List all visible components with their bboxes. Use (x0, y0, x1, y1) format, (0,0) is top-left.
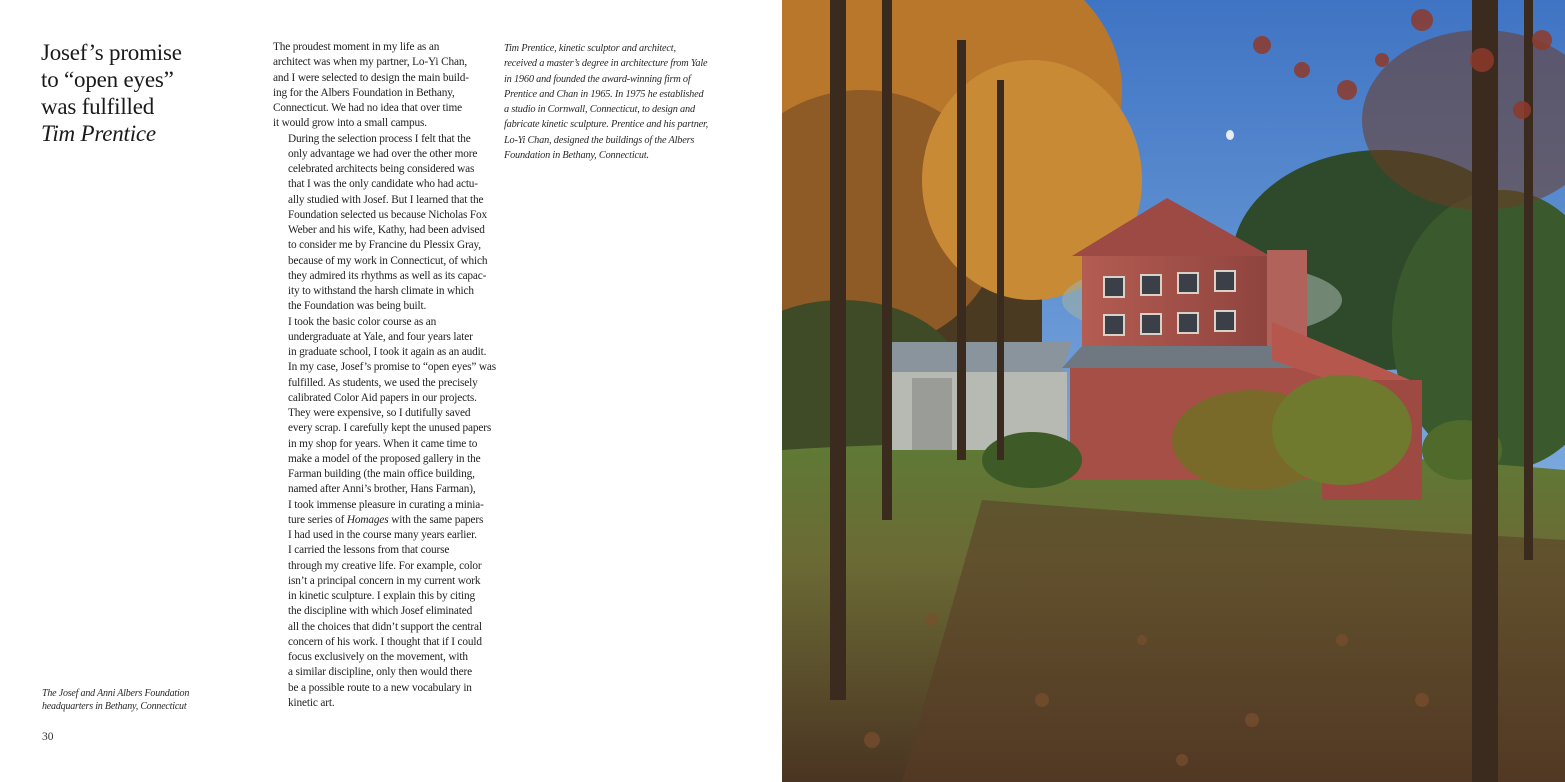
body-line: only advantage we had over the other more (288, 147, 478, 160)
photo-caption (42, 687, 242, 713)
body-line: They were expensive, so I dutifully saved (288, 407, 471, 419)
body-line: the discipline with which Josef eliminated (288, 605, 473, 618)
body-line: the Foundation was being built. (288, 300, 427, 313)
left-page (0, 0, 782, 782)
body-line: because of my work in Connecticut, of which (288, 254, 488, 267)
body-line: every scrap. I carefully kept the unused papers (288, 422, 492, 435)
body-line: to consider me by Francine du Plessix Gray, (288, 239, 481, 252)
body-line: During the selection process I felt that the (288, 132, 471, 145)
bio-line: fabricate kinetic sculpture. Prentice and his partner, (504, 119, 709, 131)
body-line: a similar discipline, only then would there (288, 666, 472, 679)
bio-line: Tim Prentice, kinetic sculptor and architect, (504, 43, 676, 54)
body-line: that I was the only candidate who had actu- (288, 178, 478, 191)
body-line: in graduate school, I took it again as an audit. (288, 346, 487, 358)
body-line: through my creative life. For example, color (288, 559, 482, 572)
essay-body (273, 40, 496, 711)
body-line: fulfilled. As students, we used the precisely (288, 376, 478, 389)
body-line: ally studied with Josef. But I learned that the (288, 193, 484, 206)
body-line: in my shop for years. When it came time to (288, 437, 478, 450)
body-line: Foundation selected us because Nicholas Fox (288, 208, 488, 221)
body-line: I took immense pleasure in curating a minia- (288, 498, 484, 511)
body-line: they admired its rhythms as well as its capac- (288, 269, 487, 282)
body-paragraph (273, 40, 491, 132)
body-line: Weber and his wife, Kathy, had been advised (288, 224, 485, 236)
bio-line: Lo-Yi Chan, designed the buildings of the Albers (504, 134, 695, 146)
body-line: all the choices that didn’t support the central (288, 620, 482, 633)
body-line: Connecticut. We had no idea that over time (273, 102, 462, 114)
body-line: ity to withstand the harsh climate in which (288, 285, 474, 297)
body-line: make a model of the proposed gallery in the (288, 452, 481, 465)
bio-line: received a master’s degree in architecture from Yale (504, 58, 708, 70)
author-bio (504, 41, 726, 163)
title-line: to “open eyes” (41, 67, 174, 92)
body-line: architect was when my partner, Lo-Yi Chan, (273, 56, 468, 69)
bio-line: a studio in Cornwall, Connecticut, to design and (504, 104, 695, 116)
essay-title (41, 39, 241, 147)
body-line: be a possible route to a new vocabulary in (288, 681, 472, 694)
body-line: named after Anni’s brother, Hans Farman), (288, 483, 476, 496)
body-paragraph (273, 132, 491, 315)
page-number: 30 (42, 731, 54, 743)
title-line: was fulfilled (41, 94, 155, 119)
bio-line: Foundation in Bethany, Connecticut. (504, 150, 649, 162)
body-line: undergraduate at Yale, and four years later (288, 330, 473, 343)
essay-author: Tim Prentice (41, 121, 156, 146)
body-line: The proudest moment in my life as an (273, 41, 440, 53)
body-line: focus exclusively on the movement, with (288, 651, 468, 663)
body-line: ture series of Homages with the same papers (288, 513, 484, 526)
body-line: and I were selected to design the main build- (273, 71, 469, 84)
bio-line: Prentice and Chan in 1965. In 1975 he established (504, 88, 704, 100)
body-line: I had used in the course many years earlier. (288, 529, 477, 541)
body-line: isn’t a principal concern in my current work (288, 574, 481, 587)
body-line: I carried the lessons from that course (288, 544, 450, 557)
body-line: kinetic art. (288, 696, 335, 709)
homages-italic: Homages (346, 513, 389, 526)
caption-line: headquarters in Bethany, Connecticut (42, 701, 187, 713)
caption-line: The Josef and Anni Albers Foundation (42, 688, 190, 699)
body-line: In my case, Josef’s promise to “open eyes” was (288, 361, 496, 374)
title-line: Josef’s promise (41, 40, 182, 65)
body-line: calibrated Color Aid papers in our projects. (288, 391, 477, 404)
body-line: concern of his work. I thought that if I could (288, 635, 482, 648)
body-line: Farman building (the main office building, (288, 468, 475, 480)
bio-line: in 1960 and founded the award-winning firm of (504, 73, 691, 85)
body-paragraph (273, 315, 496, 544)
body-line: it would grow into a small campus. (273, 117, 427, 130)
body-line: celebrated architects being considered was (288, 163, 475, 175)
body-paragraph (273, 543, 491, 711)
body-line: in kinetic sculpture. I explain this by citing (288, 590, 475, 602)
barn-photo (782, 0, 1565, 782)
body-line: ing for the Albers Foundation in Bethany, (273, 86, 455, 99)
body-line: I took the basic color course as an (288, 315, 437, 328)
